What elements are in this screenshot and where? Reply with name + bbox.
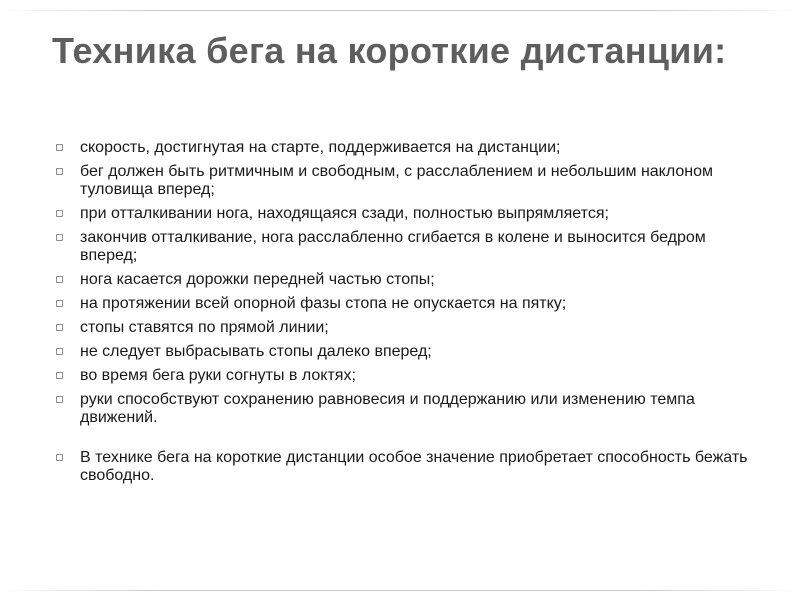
bullet-text: при отталкивании нога, находящаяся сзади, полностью выпрямляется; xyxy=(80,205,609,222)
bullet-item xyxy=(52,391,752,427)
bullet-item xyxy=(52,205,752,223)
square-bullet-icon xyxy=(56,234,63,241)
bullet-item xyxy=(52,163,752,199)
bullet-item xyxy=(52,319,752,337)
slide-title: Техника бега на короткие дистанции: xyxy=(52,30,727,71)
square-bullet-icon xyxy=(56,276,63,283)
square-bullet-icon xyxy=(56,372,63,379)
square-bullet-icon xyxy=(56,348,63,355)
square-bullet-icon xyxy=(56,210,63,217)
bullet-text: нога касается дорожки передней частью стопы; xyxy=(80,271,435,288)
bullet-item xyxy=(52,229,752,265)
bottom-divider xyxy=(0,590,800,591)
bullet-text: закончив отталкивание, нога расслабленно сгибается в колене и выносится бедром вперед; xyxy=(80,229,706,264)
conclusion-text: В технике бега на короткие дистанции особое значение приобретает способность бежать свободно. xyxy=(80,449,748,484)
square-bullet-icon xyxy=(56,396,63,403)
bullet-item xyxy=(52,139,752,157)
square-bullet-icon xyxy=(56,324,63,331)
conclusion-item xyxy=(52,449,752,485)
square-bullet-icon xyxy=(56,454,63,461)
bullet-item xyxy=(52,271,752,289)
bullet-item xyxy=(52,367,752,385)
bullet-text: скорость, достигнутая на старте, поддерживается на дистанции; xyxy=(80,139,561,156)
top-divider xyxy=(0,10,800,11)
bullet-item xyxy=(52,343,752,361)
square-bullet-icon xyxy=(56,168,63,175)
bullet-text: бег должен быть ритмичным и свободным, с расслаблением и небольшим наклоном туловища вперед; xyxy=(80,163,714,198)
bullet-text: во время бега руки согнуты в локтях; xyxy=(80,367,356,384)
bullet-list xyxy=(52,139,752,491)
square-bullet-icon xyxy=(56,144,63,151)
bullet-text: стопы ставятся по прямой линии; xyxy=(80,319,329,336)
bullet-text: руки способствуют сохранению равновесия и поддержанию или изменению темпа движений. xyxy=(80,391,695,426)
square-bullet-icon xyxy=(56,300,63,307)
bullet-text: на протяжении всей опорной фазы стопа не опускается на пятку; xyxy=(80,295,567,312)
bullet-item xyxy=(52,295,752,313)
bullet-text: не следует выбрасывать стопы далеко вперед; xyxy=(80,343,432,360)
